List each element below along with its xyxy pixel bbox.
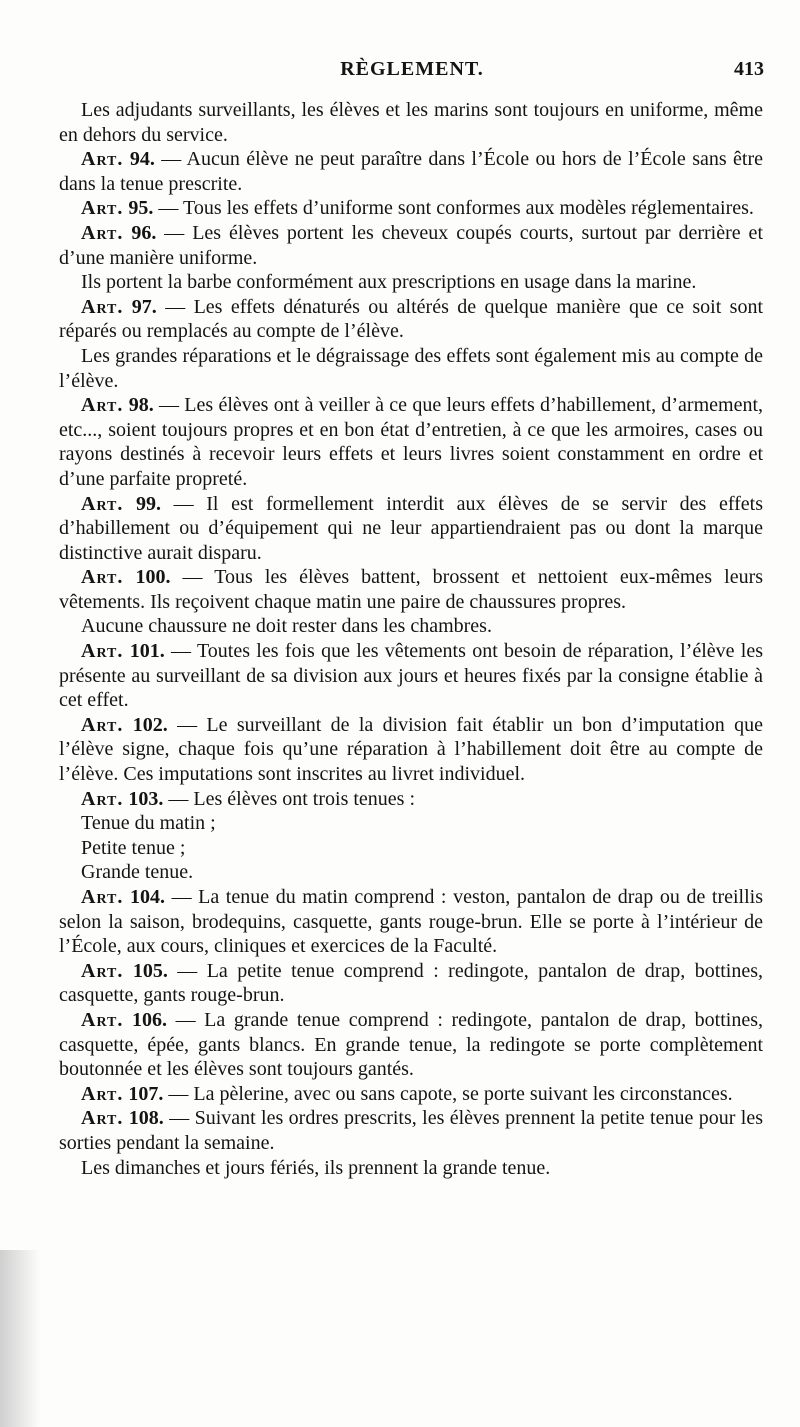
body-text xyxy=(59,98,763,1180)
list-item: Petite tenue ; xyxy=(81,836,186,859)
article-97: Art. 97. — Les effets dénaturés ou altérés de quelque manière que ce soit sont réparés ou remplacés au compte de l’élève. xyxy=(59,295,764,343)
article-96: Art. 96. — Les élèves portent les cheveux coupés courts, surtout par derrière et d’une manière uniforme. xyxy=(59,221,763,269)
paragraph: Aucune chaussure ne doit rester dans les chambres. xyxy=(81,615,492,638)
list-item: Tenue du matin ; xyxy=(81,812,216,835)
list-item: Grande tenue. xyxy=(81,861,194,884)
page-header xyxy=(60,58,764,92)
article-107: Art. 107. — La pèlerine, avec ou sans capote, se porte suivant les circonstances. xyxy=(81,1082,733,1105)
article-108: Art. 108. — Suivant les ordres prescrits, les élèves prennent la petite tenue pour les sorties pendant la semaine. xyxy=(59,1107,764,1154)
article-101: Art. 101. — Toutes les fois que les vêtements ont besoin de réparation, l’élève les présente au surveillant de sa division aux jours et heures fixés par la consigne établie à cet effet. xyxy=(59,640,764,712)
article-106: Art. 106. — La grande tenue comprend : redingote, pantalon de drap, bottines, casquette, épée, gants blancs. En grande tenue, la redingote se porte complètement boutonnée et les élèves sont toujours gantés. xyxy=(59,1008,764,1081)
paragraph: Les dimanches et jours fériés, ils prennent la grande tenue. xyxy=(81,1156,551,1179)
article-99: Art. 99. — Il est formellement interdit aux élèves de se servir des effets d’habillement ou d’équipement qui ne leur appartiendraient pas ou dont la marque distinctive aurait disparu. xyxy=(59,492,764,564)
page-edge-shadow xyxy=(0,1250,40,1427)
article-94: Art. 94. — Aucun élève ne peut paraître dans l’École ou hors de l’École sans être dans la tenue prescrite. xyxy=(59,148,764,195)
paragraph: Les adjudants surveillants, les élèves et les marins sont toujours en uniforme, même en dehors du service. xyxy=(59,99,763,146)
page-number: 413 xyxy=(734,58,764,80)
article-100: Art. 100. — Tous les élèves battent, brossent et nettoient eux-mêmes leurs vêtements. Ils reçoivent chaque matin une paire de chaussures propres. xyxy=(59,566,764,613)
article-105: Art. 105. — La petite tenue comprend : redingote, pantalon de drap, bottines, casquette, gants rouge-brun. xyxy=(59,959,764,1007)
article-104: Art. 104. — La tenue du matin comprend : veston, pantalon de drap ou de treillis selon la saison, brodequins, casquette, gants rouge-brun. Elle se porte à l’intérieur de l’École, aux cours, cliniques et exercices de la Faculté. xyxy=(59,886,763,958)
paragraph: Les grandes réparations et le dégraissage des effets sont également mis au compte de l’élève. xyxy=(59,344,763,392)
running-title: RÈGLEMENT. xyxy=(340,58,484,80)
paragraph: Ils portent la barbe conformément aux prescriptions en usage dans la marine. xyxy=(81,271,697,294)
article-102: Art. 102. — Le surveillant de la division fait établir un bon d’imputation que l’élève signe, chaque fois qu’une réparation à l’habillement doit être au compte de l’élève. Ces imputations sont inscrites au livret individuel. xyxy=(59,713,764,786)
article-103: Art. 103. — Les élèves ont trois tenues : xyxy=(81,787,416,810)
article-95: Art. 95. — Tous les effets d’uniforme sont conformes aux modèles réglementaires. xyxy=(81,197,754,220)
article-98: Art. 98. — Les élèves ont à veiller à ce que leurs effets d’habillement, d’armement, etc..., soient toujours propres et en bon état d’entretien, à ce que les armoires, cases ou rayons destinés à recevoir leurs effets et leurs livres soient constamment en ordre et d’une parfaite propreté. xyxy=(59,394,764,490)
tenue-list xyxy=(59,811,763,885)
